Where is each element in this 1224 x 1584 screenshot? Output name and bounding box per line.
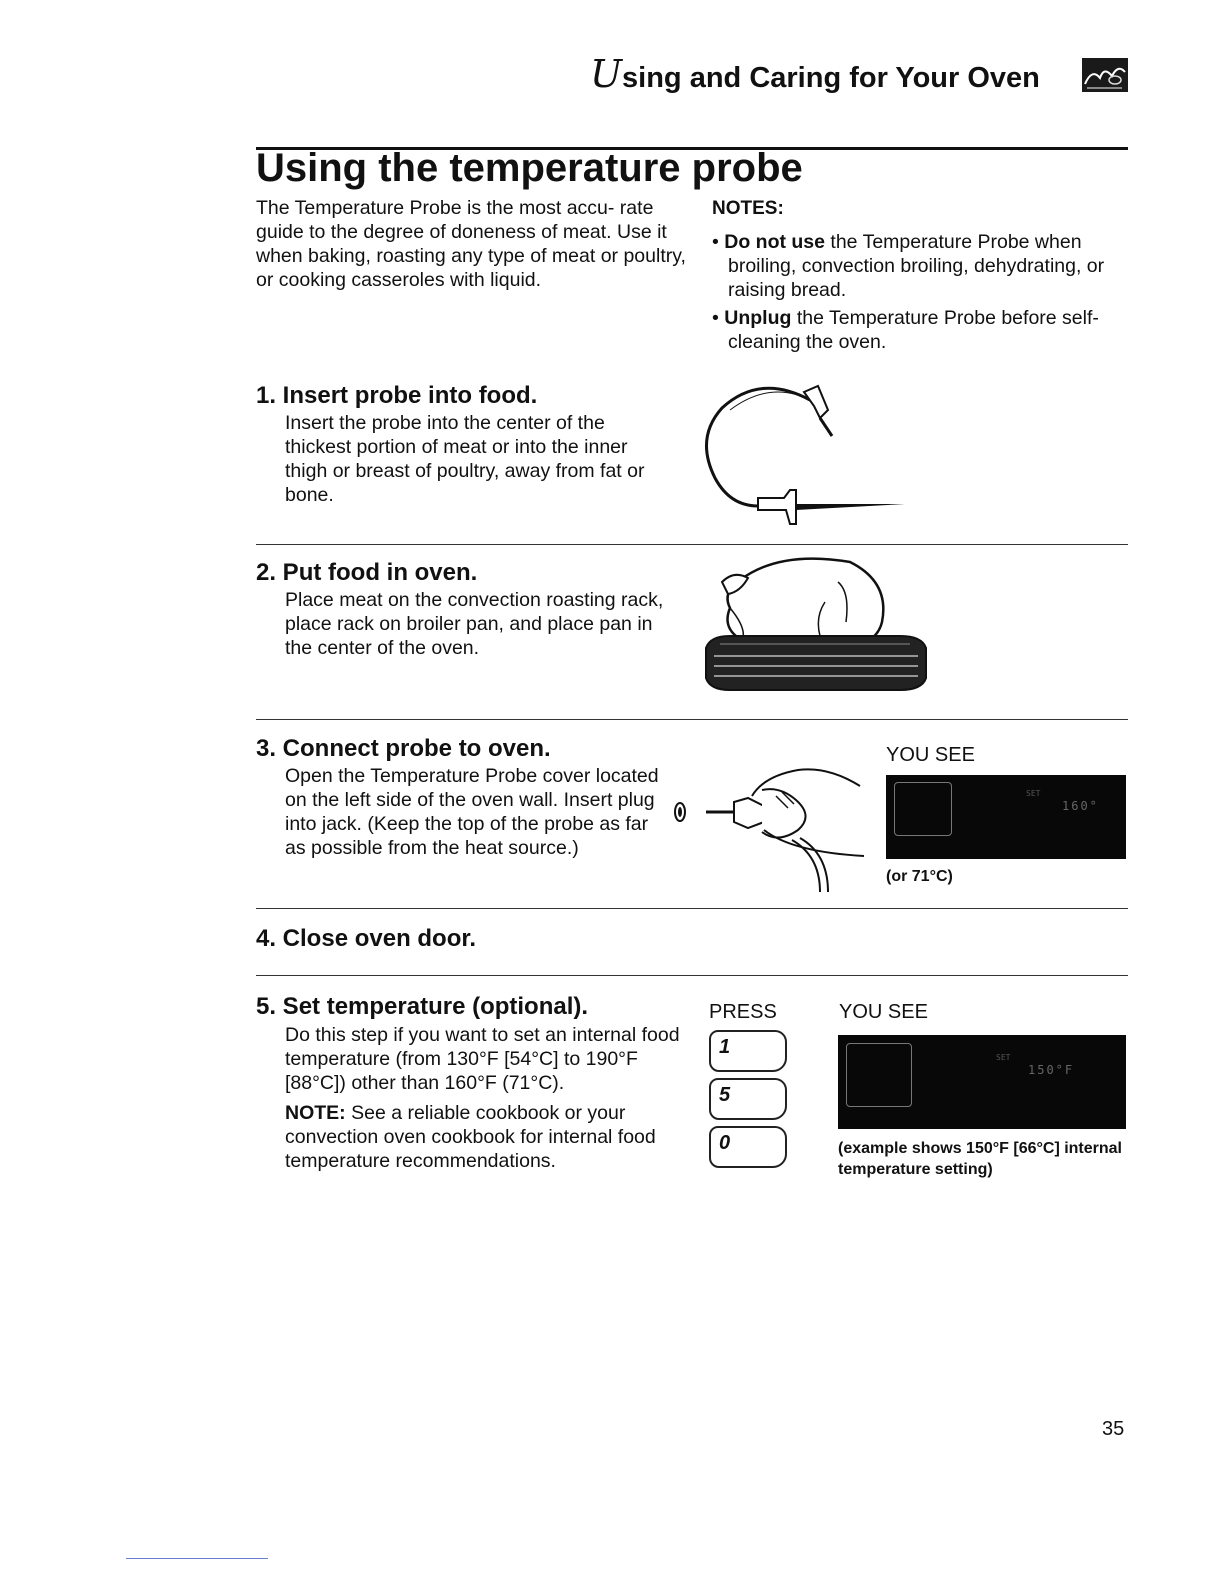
divider (256, 719, 1128, 720)
intro-text: The Temperature Probe is the most accu- rate guide to the degree of doneness of meat. Use it when baking, roasting any type of meat or poultry, or cooking casseroles with liquid. (256, 197, 686, 291)
key-label: 5 (719, 1084, 731, 1106)
note-item: • Do not use the Temperature Probe when broiling, convection broiling, dehydrating, or raising bread. (712, 231, 1105, 301)
step-3-you-see-label: YOU SEE (886, 744, 975, 766)
step-4-title: 4. Close oven door. (256, 925, 477, 952)
press-label: PRESS (709, 1001, 777, 1023)
header-title-initial: U (590, 52, 623, 96)
key-label: 1 (719, 1036, 731, 1058)
display-temperature-digits: 150°F (1028, 1063, 1075, 1077)
divider (256, 908, 1128, 909)
keypad-key-5[interactable] (709, 1078, 787, 1120)
note-text: the Temperature Probe when broiling, convection broiling, dehydrating, or raising bread. (728, 231, 1105, 301)
note-item: • Unplug the Temperature Probe before self-cleaning the oven. (712, 307, 1099, 353)
step-1-body: Insert the probe into the center of the thickest portion of meat or into the inner thigh or breast of poultry, away from fat or bone. (285, 412, 645, 506)
step-5-display-caption: (example shows 150°F [66°C] internal temperature setting) (838, 1140, 1122, 1178)
note-bold: Unplug (724, 307, 792, 329)
display-set-indicator: SET (1026, 789, 1041, 798)
divider (256, 975, 1128, 976)
step-2-title: 2. Put food in oven. (256, 559, 478, 586)
temperature-probe-illustration (700, 378, 910, 526)
display-window (894, 782, 952, 836)
header-title-rest: sing and Caring for Your Oven (622, 62, 1040, 94)
step-2-body: Place meat on the convection roasting rack, place rack on broiler pan, and place pan in the center of the oven. (285, 589, 664, 659)
display-set-indicator: SET (996, 1053, 1011, 1062)
oven-display-readout-set (838, 1035, 1126, 1129)
roast-chicken-on-pan-illustration (700, 552, 930, 700)
display-temperature-digits: 160° (1062, 799, 1099, 813)
step-5-title: 5. Set temperature (optional). (256, 993, 589, 1020)
step-1-title: 1. Insert probe into food. (256, 382, 538, 409)
divider (256, 544, 1128, 545)
page-number: 35 (1102, 1418, 1125, 1440)
footer-rule (126, 1558, 268, 1559)
notes-heading: NOTES: (712, 198, 784, 219)
step-5-you-see-label: YOU SEE (839, 1001, 928, 1023)
step-3-body: Open the Temperature Probe cover located on the left side of the oven wall. Insert plug into jack. (Keep the top of the probe as far as possible from the heat source.) (285, 765, 659, 859)
probe-plug-into-jack-illustration (668, 756, 868, 892)
oven-display-readout (886, 775, 1126, 859)
step-5-body: Do this step if you want to set an internal food temperature (from 130°F [54°C] to 190°F [88°C]) other than 160°F (71°C). (285, 1024, 680, 1094)
keypad-key-1[interactable] (709, 1030, 787, 1072)
key-label: 0 (719, 1132, 731, 1154)
display-window (846, 1043, 912, 1107)
step-5-note-text: See a reliable cookbook or your convection oven cookbook for internal food temperature recommendations. (285, 1102, 656, 1172)
cookware-logo-icon (1082, 58, 1128, 92)
step-3-title: 3. Connect probe to oven. (256, 735, 551, 762)
keypad-key-0[interactable] (709, 1126, 787, 1168)
note-bold: Do not use (724, 231, 825, 253)
step-3-display-caption: (or 71°C) (886, 868, 953, 885)
header-title (590, 52, 1040, 96)
step-5-note-label: NOTE: (285, 1102, 346, 1124)
note-text: the Temperature Probe before self-cleaning the oven. (728, 307, 1099, 353)
page-title: Using the temperature probe (256, 146, 803, 190)
step-5-note (285, 1101, 675, 1173)
